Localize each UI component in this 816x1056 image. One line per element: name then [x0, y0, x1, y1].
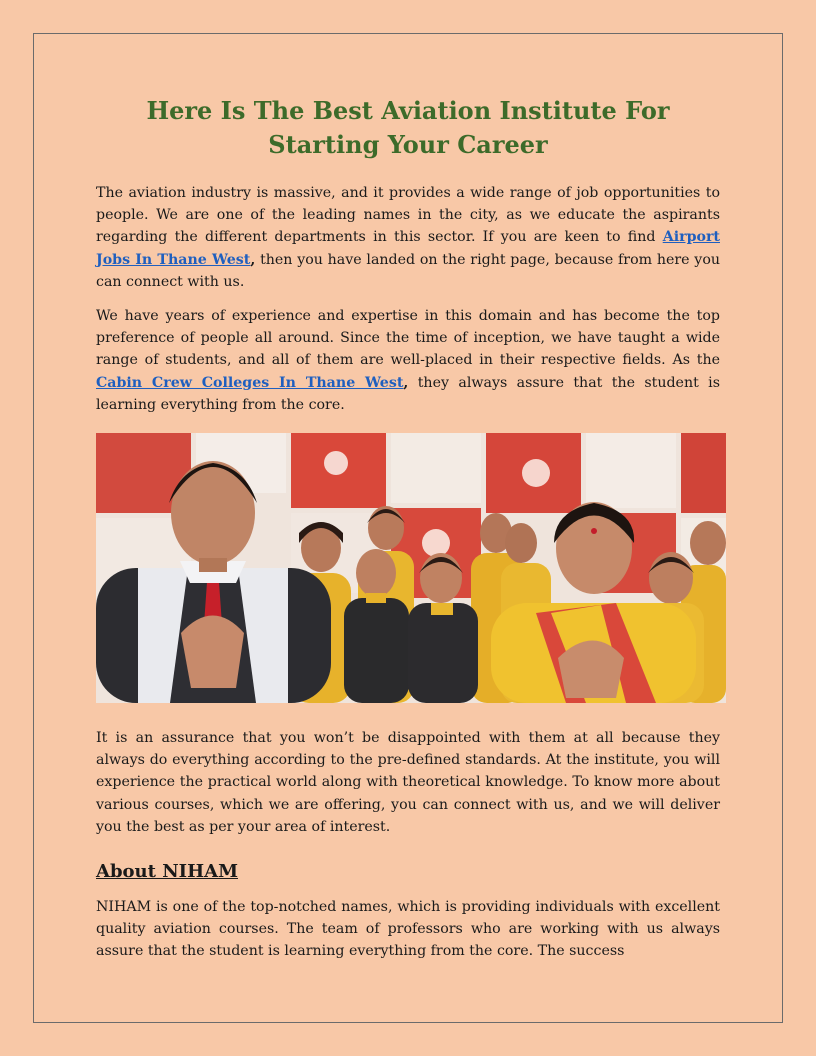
page-title: Here Is The Best Aviation Institute For Starting Your Career — [146, 96, 670, 159]
paragraph-about: NIHAM is one of the top-notched names, which is providing individuals with excellent quality aviation courses. The team of professors who are working with us always assure that the student is learning everything from the core. The success — [96, 899, 720, 960]
paragraph-intro-text-end: then you have landed on the right page, because from here you can connect with us. — [96, 251, 720, 290]
paragraph-experience-text-end: they always assure that the student is learning everything from the core. — [96, 374, 720, 413]
cabin-crew-illustration — [96, 433, 726, 703]
paragraph-experience-text: We have years of experience and expertise in this domain and has become the top preference of people all around. Since the time of inception, we have taught a wide range of students, and all of them are well-placed in their respective fields. As the — [96, 308, 720, 369]
comma: , — [250, 251, 256, 268]
comma: , — [403, 374, 409, 391]
paragraph-experience — [96, 305, 720, 416]
cabin-crew-colleges-link[interactable]: Cabin Crew Colleges In Thane West — [96, 374, 404, 391]
paragraph-assurance: It is an assurance that you won’t be disappointed with them at all because they always do everything according to the pre-defined standards. At the institute, you will experience the practical world along with theoretical knowledge. To know more about various courses, which we are offering, you can connect with us, and we will deliver you the best as per your area of interest. — [96, 730, 720, 835]
section-heading-about: About NIHAM — [96, 861, 238, 883]
airport-jobs-link[interactable]: Airport Jobs In Thane West — [96, 229, 720, 268]
paragraph-intro — [96, 182, 720, 293]
cabin-crew-photo — [96, 433, 726, 703]
document-content — [96, 94, 720, 975]
paragraph-intro-text: The aviation industry is massive, and it provides a wide range of job opportunities to people. We are one of the leading names in the city, as we educate the aspirants regarding the different departments in this sector. If you are keen to find — [96, 185, 720, 246]
